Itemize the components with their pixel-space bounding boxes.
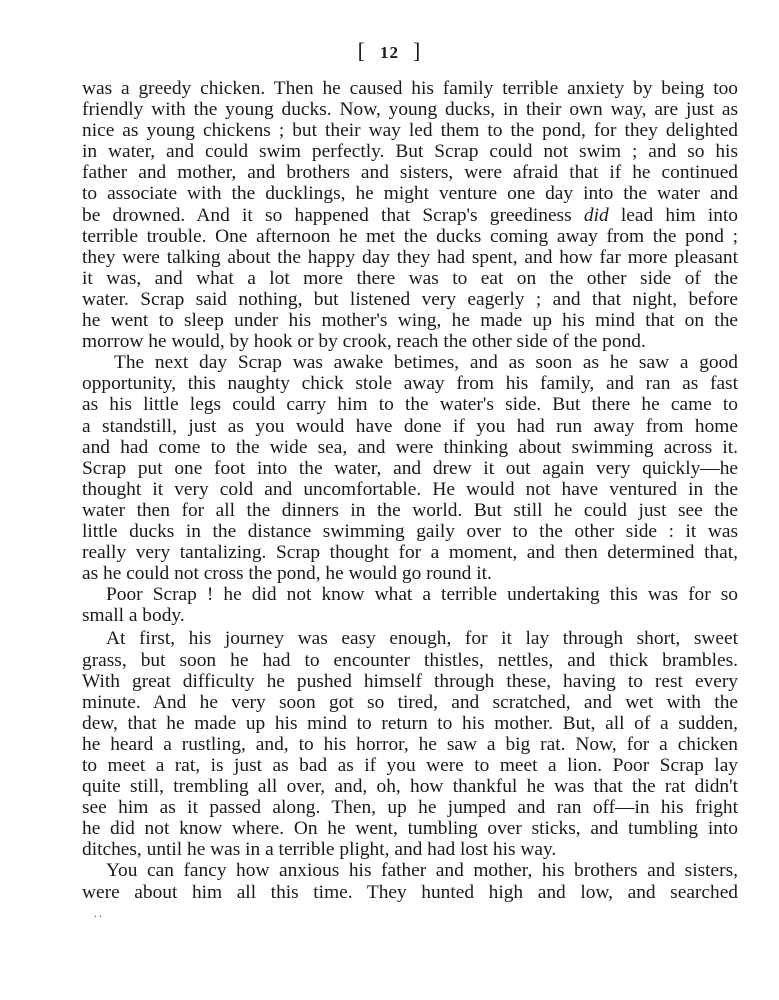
text-line: he heard a rustling, and, to his horror, he saw a big rat. Now, for a chicken [82, 733, 738, 755]
text-line: quite still, trembling all over, and, oh, how thankful he was that the rat didn't [82, 776, 738, 798]
paragraph-start: At first, his journey was easy enough, for it lay through short, sweet [106, 628, 738, 650]
text-line: really very tantalizing. Scrap thought for a moment, and then determined that, [82, 542, 738, 564]
text-line: he did not know where. On he went, tumbling over sticks, and tumbling into [82, 818, 738, 840]
page-header [0, 38, 779, 64]
text-line: water. Scrap said nothing, but listened very eagerly ; and that night, before [82, 288, 738, 310]
print-specks: .. [94, 906, 104, 920]
text-line: terrible trouble. One afternoon he met the ducks coming away from the pond ; [82, 225, 738, 247]
text-line: in water, and could swim perfectly. But Scrap could not swim ; and so his [82, 141, 738, 163]
text-line: water then for all the dinners in the world. But still he could just see the [82, 499, 738, 521]
text-line: father and mother, and brothers and sisters, were afraid that if he continued [82, 162, 738, 184]
emphasis-word: did [583, 204, 609, 226]
text-line: With great difficulty he pushed himself through these, having to rest every [82, 670, 738, 692]
text-line: to associate with the ducklings, he might venture one day into the water and [82, 183, 738, 205]
text-line: minute. And he very soon got so tired, and scratched, and wet with the [82, 691, 738, 713]
page-number: 12 [380, 43, 399, 62]
text-line: as his little legs could carry him to the water's side. But there he came to [82, 394, 738, 416]
text-line: it was, and what a lot more there was to eat on the other side of the [82, 267, 738, 289]
text-line: ditches, until he was in a terrible plight, and had lost his way. [82, 839, 557, 861]
text-line: nice as young chickens ; but their way led them to the pond, for they delighted [82, 120, 738, 142]
text-line: Scrap put one foot into the water, and drew it out again very quickly—he [82, 457, 738, 479]
text-line: little ducks in the distance swimming gaily over to the other side : it was [82, 520, 738, 542]
text-line: small a body. [82, 605, 185, 627]
text-line: friendly with the young ducks. Now, young ducks, in their own way, are just as [82, 99, 738, 121]
paragraph-start: Poor Scrap ! he did not know what a terrible undertaking this was for so [106, 584, 738, 606]
text-line: he went to sleep under his mother's wing, he made up his mind that on the [82, 310, 738, 332]
text-line: grass, but soon he had to encounter thistles, nettles, and thick brambles. [82, 649, 738, 671]
body-text [82, 78, 738, 903]
paragraph-start: You can fancy how anxious his father and mother, his brothers and sisters, [106, 860, 738, 882]
text-line: see him as it passed along. Then, up he jumped and ran off—in his fright [82, 797, 738, 819]
text-line: were about him all this time. They hunted high and low, and searched [82, 881, 738, 903]
text-line: they were talking about the happy day they had spent, and how far more pleasant [82, 246, 738, 268]
text-line: morrow he would, by hook or by crook, reach the other side of the pond. [82, 331, 646, 353]
text-line: a standstill, just as you would have done if you had run away from home [82, 415, 738, 437]
text-line: as he could not cross the pond, he would go round it. [82, 563, 492, 585]
text-line: to meet a rat, is just as bad as if you were to meet a lion. Poor Scrap lay [82, 755, 738, 776]
left-bracket: [ [357, 38, 366, 63]
paragraph-start: The next day Scrap was awake betimes, and as soon as he saw a good [114, 352, 738, 374]
text-line-with-italic: be drowned. And it so happened that Scrap's greediness did lead him into [82, 204, 738, 226]
text-line: dew, that he made up his mind to return to his mother. But, all of a sudden, [82, 712, 738, 734]
text-line: thought it very cold and uncomfortable. He would not have ventured in the [82, 478, 738, 500]
text-line: opportunity, this naughty chick stole away from his family, and ran as fast [82, 373, 738, 395]
text-line: was a greedy chicken. Then he caused his family terrible anxiety by being too [82, 78, 738, 99]
right-bracket: ] [413, 38, 422, 63]
text-line: and had come to the wide sea, and were thinking about swimming across it. [82, 436, 738, 458]
